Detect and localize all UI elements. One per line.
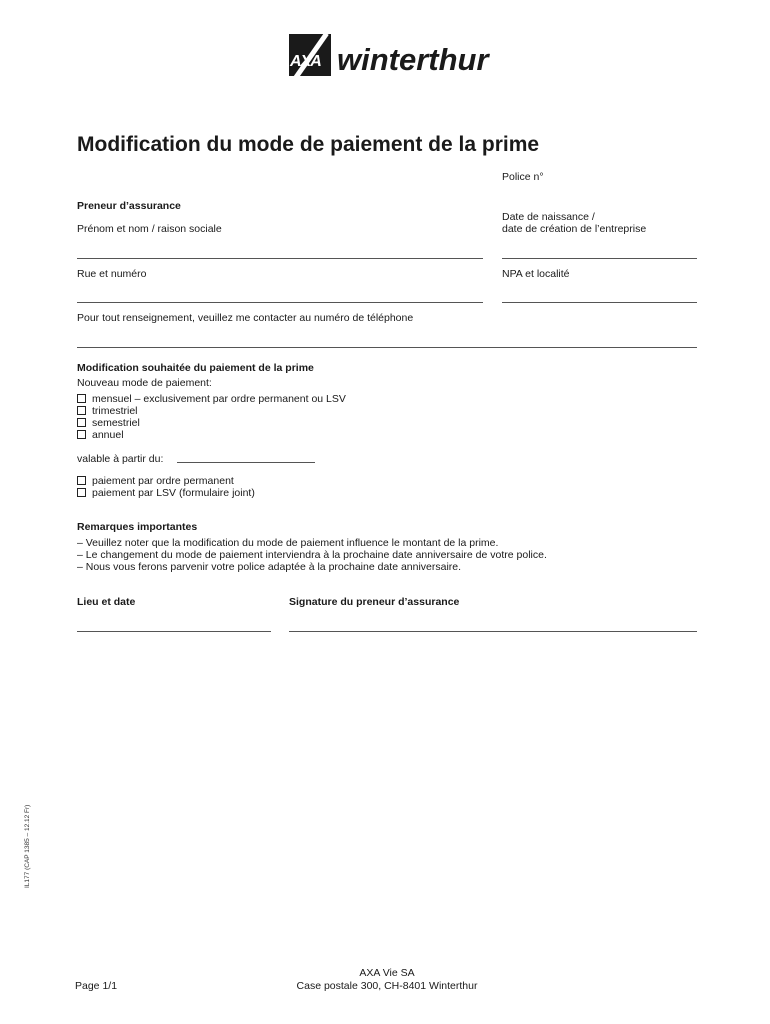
phone-label: Pour tout renseignement, veuillez me contacter au numéro de téléphone xyxy=(77,312,414,324)
signature-field-line[interactable] xyxy=(289,631,697,632)
checkbox-icon[interactable] xyxy=(77,394,86,403)
remark-item: – Veuillez noter que la modification du mode de paiement influence le montant de la prime. xyxy=(77,537,499,549)
policyholder-section-title: Preneur d’assurance xyxy=(77,200,181,212)
remarks-section-title: Remarques importantes xyxy=(77,521,198,533)
phone-field-line[interactable] xyxy=(77,347,697,348)
option-standing-order[interactable]: paiement par ordre permanent xyxy=(77,475,234,487)
valid-from-label: valable à partir du: xyxy=(77,453,164,465)
option-quarterly[interactable]: trimestriel xyxy=(77,405,138,417)
street-label: Rue et numéro xyxy=(77,268,147,280)
zip-city-label: NPA et localité xyxy=(502,268,570,280)
birth-date-field-line[interactable] xyxy=(502,258,697,259)
option-lsv[interactable]: paiement par LSV (formulaire joint) xyxy=(77,487,255,499)
axa-logo-box xyxy=(289,34,331,76)
modification-section-title: Modification souhaitée du paiement de la prime xyxy=(77,362,314,374)
name-label: Prénom et nom / raison sociale xyxy=(77,223,222,235)
option-annual[interactable]: annuel xyxy=(77,429,124,441)
name-field-line[interactable] xyxy=(77,258,483,259)
remark-item: – Nous vous ferons parvenir votre police adaptée à la prochaine date anniversaire. xyxy=(77,561,462,573)
signature-label: Signature du preneur d’assurance xyxy=(289,596,460,608)
checkbox-icon[interactable] xyxy=(77,430,86,439)
form-code: IL177 (CAP 1385 – 12.12 Fr) xyxy=(24,804,31,888)
checkbox-icon[interactable] xyxy=(77,406,86,415)
brand-name: winterthur xyxy=(337,42,489,77)
page-title: Modification du mode de paiement de la prime xyxy=(77,133,540,156)
new-mode-label: Nouveau mode de paiement: xyxy=(77,377,212,389)
option-monthly[interactable]: mensuel – exclusivement par ordre permanent ou LSV xyxy=(77,393,346,405)
remark-item: – Le changement du mode de paiement interviendra à la prochaine date anniversaire de votre police. xyxy=(77,549,547,561)
valid-from-field-line[interactable] xyxy=(177,462,315,463)
place-date-label: Lieu et date xyxy=(77,596,136,608)
zip-city-field-line[interactable] xyxy=(502,302,697,303)
company-address: Case postale 300, CH-8401 Winterthur xyxy=(296,980,478,992)
birth-date-label-1: Date de naissance / xyxy=(502,211,595,223)
checkbox-icon[interactable] xyxy=(77,418,86,427)
checkbox-icon[interactable] xyxy=(77,476,86,485)
place-date-field-line[interactable] xyxy=(77,631,271,632)
company-name: AXA Vie SA xyxy=(359,967,415,979)
page-number: Page 1/1 xyxy=(75,980,118,992)
checkbox-icon[interactable] xyxy=(77,488,86,497)
street-field-line[interactable] xyxy=(77,302,483,303)
birth-date-label-2: date de création de l’entreprise xyxy=(502,223,647,235)
axa-logo-text: AXA xyxy=(290,53,321,70)
policy-number-label: Police n° xyxy=(502,171,544,183)
company-logo xyxy=(289,34,489,80)
option-semiannual[interactable]: semestriel xyxy=(77,417,140,429)
